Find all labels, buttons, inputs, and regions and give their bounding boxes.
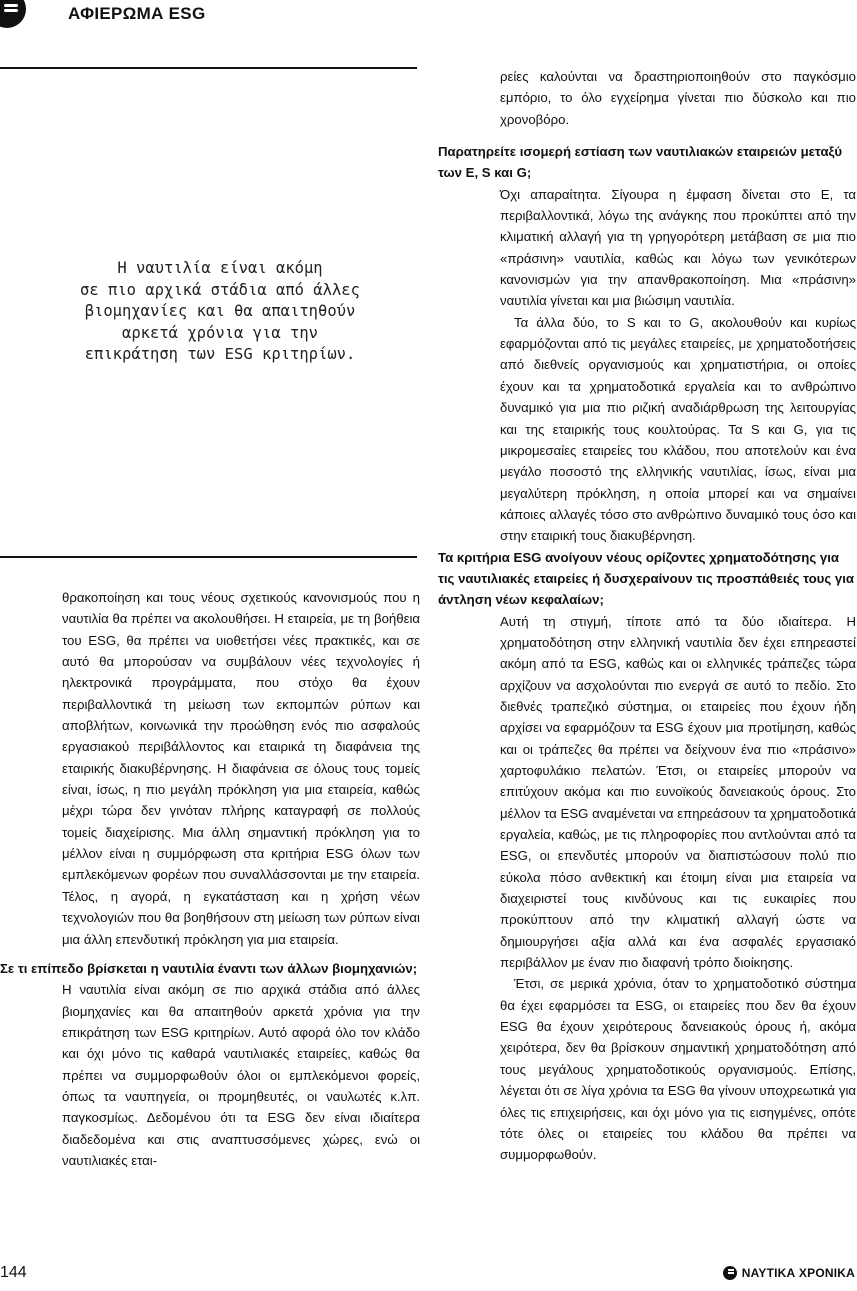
publication-brand — [723, 1266, 855, 1280]
body-paragraph: θρακοποίηση και τους νέους σχετικούς κανονισμούς που η ναυτιλία θα πρέπει να ακολουθήσει. Η εταιρεία, με τη βοήθεια του ESG, θα πρέπει να υιοθετήσει νέες πρακτικές, και σε αυτό θα μπορούσαν να συμβάλουν νέες τεχνολογίες ή ηλεκτρονικά προγράμματα, που στόχο θα έχουν περιβαλλοντικά τη μείωση των εκπομπών ρύπων και αποβλήτων, κοινωνικά την προώθηση ενός πιο ασφαλούς εργασιακού περιβάλλοντος και εταιρικά τη διαφάνεια της εταιρικής διακυβέρνησης. Η διαφάνεια σε όλους τους τομείς είναι, ίσως, η πιο μεγάλη πρόκληση για μια εταιρεία, καθώς μέχρι τώρα δεν γινόταν πλήρης καταγραφή σε πολλούς τομείς διαχείρισης. Μια άλλη σημαντική πρόκληση για το μέλλον είναι η συμμόρφωση στα κριτήρια ESG όλων των εμπλεκόμενων φορέων που συναλλάσσονται με την εταιρεία. Τέλος, η αγορά, η εγκατάσταση και η χρήση νέων τεχνολογιών που θα βοηθήσουν στη μείωση των ρύπων είναι μια άλλη επενδυτική πρόκληση για μια εταιρεία. — [62, 590, 420, 947]
pull-quote-line: αρκετά χρόνια για την — [122, 323, 318, 342]
interview-question: Σε τι επίπεδο βρίσκεται η ναυτιλία έναντι των άλλων βιομηχανιών; — [0, 960, 418, 976]
pull-quote-line: βιομηχανίες και θα απαιτηθούν — [84, 302, 356, 320]
quote-top-rule — [0, 67, 417, 69]
brand-name: ΝΑΥΤΙΚΑ ΧΡΟΝΙΚΑ — [741, 1266, 855, 1280]
brand-logo-icon — [723, 1266, 737, 1280]
page-number: 144 — [0, 1264, 27, 1281]
pull-quote-line: Η ναυτιλία είναι ακόμη — [117, 259, 323, 277]
interview-answer: Όχι απαραίτητα. Σίγουρα η έμφαση δίνεται στο E, τα περιβαλλοντικά, λόγω της ανάγκης που προκύπτει από την κλιματική αλλαγή για τη γρηγορότερη μετάβαση σε μια πιο «πράσινη» ναυτιλία, καθώς και λόγω των γενικότερων κανονισμών για την απανθρακοποίηση. Μια «πράσινη» ναυτιλία γίνεται και μια βιώσιμη ναυτιλία. — [500, 186, 856, 309]
interview-answer: Η ναυτιλία είναι ακόμη σε πιο αρχικά στάδια από άλλες βιομηχανίες και θα απαιτηθούν αρκετά χρόνια για την επικράτηση των ESG κριτηρίων. Αυτό αφορά όλο τον κλάδο και όχι μόνο τις καθαρά ναυτιλιακές εταιρείες, καθώς θα πρέπει να συμμορφωθούν όλοι οι εμπλεκόμενοι φορείς, όπως τα ναυπηγεία, οι προμηθευτές, οι ναυλωτές κ.λπ. παγκοσμίως. Δεδομένου ότι τα ESG δεν είναι ιδιαίτερα διαδεδομένα και στις αναπτυσσόμενες χώρες, ενώ οι ναυτιλιακές εται- — [62, 982, 420, 1168]
magazine-logo-icon — [0, 0, 26, 28]
pull-quote — [40, 258, 400, 366]
left-column — [0, 587, 420, 1171]
interview-answer: Τα άλλα δύο, το S και το G, ακολουθούν και κυρίως εφαρμόζονται από τις μεγάλες εταιρείες, με χρηματοδοτήσεις από διεθνείς οργανισμούς και χρηματιστήρια, οι οποίες έχουν και τα χρηματοδοτικά εργαλεία και το ανθρώπινο δυναμικό για μια πιο ριζική αναδιάρθρωση της λειτουργίας και της εταιρικής τους κουλτούρας. Τα S και G, για τις μικρομεσαίες εταιρείες του κλάδου, που αποτελούν και ένα μεγάλο ποσοστό της ελληνικής ναυτιλίας, ίσως, είναι μια μεγαλύτερη πρόκληση, η οποία μπορεί και να σημαίνει κάποιες αλλαγές τόσο στο ανθρώπινο δυναμικό τους όσο και στην εταιρική τους διακυβέρνηση. — [500, 314, 856, 544]
right-column — [438, 66, 856, 1166]
body-paragraph: ρείες καλούνται να δραστηριοποιηθούν στο παγκόσμιο εμπόριο, το όλο εγχείρημα γίνεται πιο δύσκολο και πιο χρονοβόρο. — [500, 69, 856, 127]
section-title: ΑΦΙΕΡΩΜΑ ESG — [68, 4, 206, 23]
pull-quote-line: σε πιο αρχικά στάδια από άλλες — [80, 280, 360, 299]
interview-answer: Έτσι, σε μερικά χρόνια, όταν το χρηματοδοτικό σύστημα θα έχει εφαρμόσει τα ESG, οι εταιρείες που δεν θα έχουν ESG θα έχουν χειρότερους δανειακούς όρους ή, ακόμα χειρότερα, δεν θα βρίσκουν σημαντική χρηματοδότηση από τους μεγάλους χρηματοδοτικούς οργανισμούς. Επίσης, λέγεται ότι σε λίγα χρόνια τα ESG θα γίνουν υποχρεωτικά για όλες τις επιχειρήσεις, και όχι μόνο για τις εισηγμένες, οπότε τότε όλες οι εταιρείες του κλάδου θα πρέπει να συμμορφωθούν. — [500, 976, 856, 1163]
pull-quote-line: επικράτηση των ESG κριτηρίων. — [84, 345, 356, 363]
interview-question: Παρατηρείτε ισομερή εστίαση των ναυτιλιακών εταιρειών μεταξύ των E, S και G; — [438, 144, 843, 181]
quote-bottom-rule — [0, 556, 417, 558]
interview-answer: Αυτή τη στιγμή, τίποτε από τα δύο ιδιαίτερα. Η χρηματοδότηση στην ελληνική ναυτιλία δεν έχει επηρεαστεί ακόμη από τα ESG, καθώς και οι ελληνικές τράπεζες τώρα αρχίζουν να ασχολούνται πιο ενεργά σε αυτό το πεδίο. Στο διεθνές τραπεζικό σύστημα, οι εταιρείες που έχουν ήδη αρχίσει να εφαρμόζουν τα ESG έχουν μια προτίμηση, καθώς και οι τράπεζες θα πρέπει να δείχνουν ένα πιο «πράσινο» χαρτοφυλάκιο πελατών. Έτσι, οι εταιρείες μπορούν να επιτύχουν ακόμα και πιο ευνοϊκούς δανειακούς όρους. Στο μέλλον τα ESG αναμένεται να επηρεάσουν τα χρηματοδοτικά εργαλεία, καθώς, με τις πληροφορίες που αντλούνται από τα ESG, οι επενδυτές μπορούν να διαπιστώσουν πολύ πιο εύκολα πόσο ανθεκτική και έτοιμη είναι μια εταιρεία να διαχειριστεί τους κινδύνους και τις ευκαιρίες που προκύπτουν από την κλιματική αλλαγή ώστε να δημιουργήσει αξία αλλά και ένα ασφαλές εργασιακό περιβάλλον με έναν πιο διαφανή τρόπο διοίκησης. — [500, 613, 856, 971]
interview-question: Τα κριτήρια ESG ανοίγουν νέους ορίζοντες χρηματοδότησης για τις ναυτιλιακές εταιρείες ή δυσχεραίνουν τις προσπάθειές τους για άντληση νέων κεφαλαίων; — [438, 549, 854, 608]
